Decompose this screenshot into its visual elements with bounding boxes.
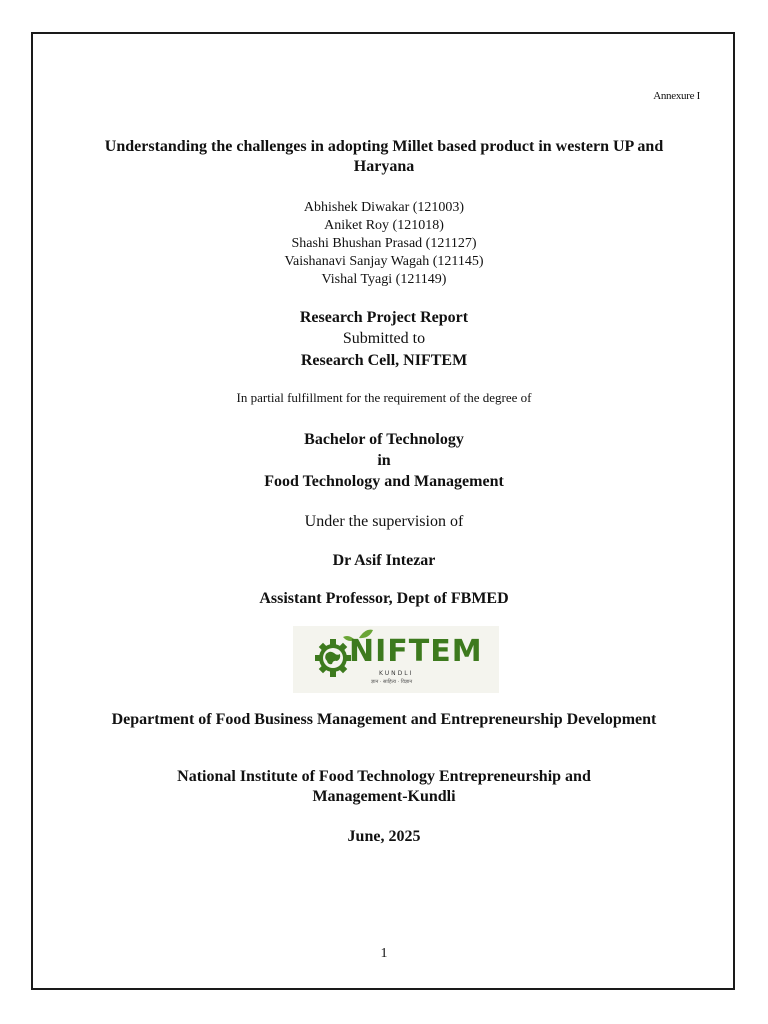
niftem-logo <box>293 626 499 693</box>
institute-name: National Institute of Food Technology Entrepreneurship and Management-Kundli <box>177 768 591 805</box>
logo-subtitle: KUNDLI <box>379 670 414 677</box>
research-cell: Research Cell, NIFTEM <box>300 352 468 369</box>
degree-connector: in <box>377 452 391 469</box>
supervisor-name: Dr Asif Intezar <box>332 552 436 569</box>
report-type: Research Project Report <box>299 309 469 326</box>
logo-tagline: ज्ञान · साहित्य · विज्ञान <box>371 679 413 685</box>
supervision-label: Under the supervision of <box>304 513 464 530</box>
degree-field: Food Technology and Management <box>264 473 504 490</box>
logo-wordmark: NIFTEM <box>349 634 483 669</box>
author-name: Vaishanavi Sanjay Wagah (121145) <box>284 254 484 269</box>
annexure-label: Annexure I <box>653 90 700 102</box>
author-list <box>0 199 768 289</box>
author-name: Abhishek Diwakar (121003) <box>303 200 465 215</box>
page-number: 1 <box>380 946 388 961</box>
department-name: Department of Food Business Management and Entrepreneurship Development <box>111 711 657 728</box>
degree-name: Bachelor of Technology <box>304 431 464 448</box>
fulfillment-statement: In partial fulfillment for the requirement of the degree of <box>236 390 532 405</box>
report-date: June, 2025 <box>347 828 421 845</box>
report-main-title: Understanding the challenges in adopting Millet based product in western UP and Haryana <box>104 138 664 175</box>
author-name: Aniket Roy (121018) <box>324 218 444 233</box>
submitted-to-label: Submitted to <box>342 330 426 347</box>
author-name: Shashi Bhushan Prasad (121127) <box>291 236 477 251</box>
degree-block <box>0 429 768 492</box>
supervisor-designation: Assistant Professor, Dept of FBMED <box>259 590 509 607</box>
author-name: Vishal Tyagi (121149) <box>321 272 447 287</box>
